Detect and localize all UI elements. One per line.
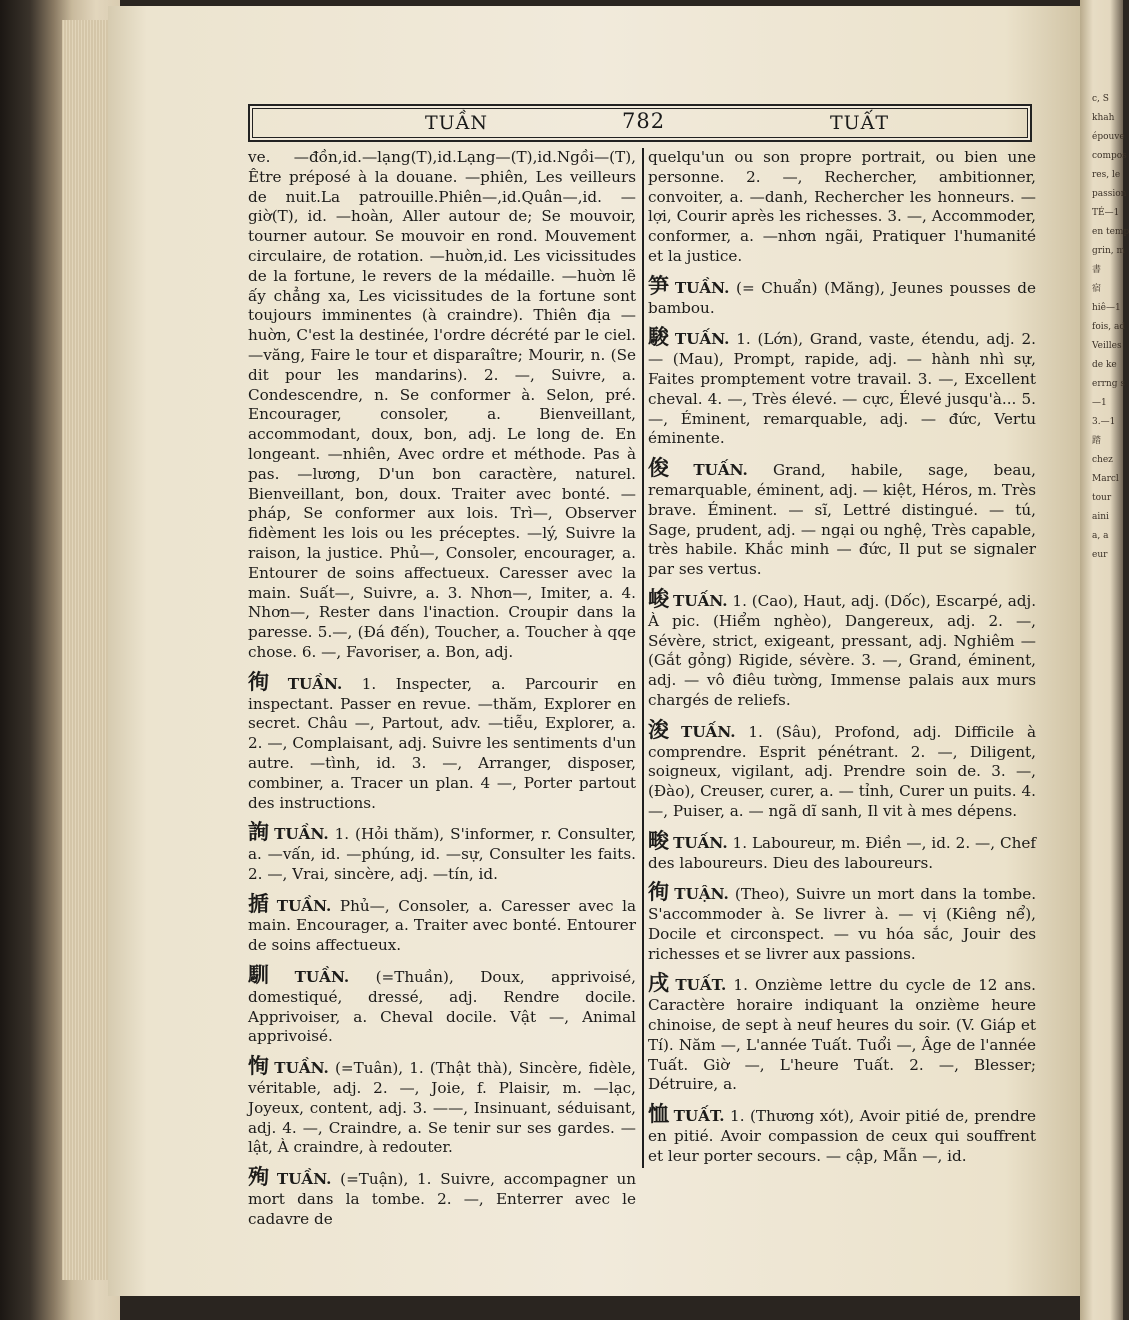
facing-page-fragment: 3.—1	[1092, 417, 1116, 427]
facing-page-fragment: compos	[1092, 151, 1127, 161]
entry-paragraph	[648, 716, 1036, 822]
dictionary-entry	[648, 148, 1036, 267]
entry-headword: TUẤN.	[693, 461, 748, 480]
entry-paragraph	[648, 879, 1037, 964]
facing-page-fragment: de ke	[1092, 360, 1117, 370]
facing-page-fragment: tour	[1092, 493, 1112, 503]
entry-character: 笋	[648, 272, 671, 298]
entry-definition: (Theo), Suivre un mort dans la tombe. S'accommoder à. Se livrer à. — vị (Kiêng nể), Docile et circonspect. — vu hóa sắc, Jouir des richesses et se livrer aux passions.	[648, 885, 1037, 963]
entry-definition: (= Chuẩn) (Măng), Jeunes pousses de bambou.	[648, 278, 1037, 317]
facing-page-fragment: eur	[1092, 550, 1108, 560]
left-column	[248, 148, 636, 1239]
facing-page-fragment: en temp	[1092, 227, 1129, 237]
entry-character: 俊	[648, 455, 690, 481]
entry-paragraph	[648, 148, 1036, 267]
entry-character: 戌	[648, 970, 672, 996]
entry-character: 畯	[648, 827, 670, 853]
entry-headword: TUẦN.	[276, 1170, 332, 1189]
entry-definition: (=Tuận), 1. Suivre, accompagner un mort dans la tombe. 2. —, Enterrer avec le cadavre de	[248, 1170, 637, 1228]
entry-character: 徇	[248, 668, 284, 694]
entry-paragraph	[248, 668, 636, 814]
entry-headword: TUẦN.	[274, 825, 329, 844]
entry-paragraph	[648, 272, 1037, 319]
facing-page-fragment: hiê—1	[1092, 303, 1121, 313]
entry-paragraph	[248, 962, 636, 1047]
entry-headword: TUẤT.	[673, 1107, 725, 1126]
entry-paragraph	[248, 1053, 637, 1158]
facing-page-fragment: fois, ad	[1092, 322, 1126, 332]
facing-page-edge	[1080, 0, 1129, 1320]
facing-page-fragment: khah	[1092, 113, 1115, 123]
entry-character: 詢	[248, 819, 271, 845]
entry-headword: TUẤN.	[673, 591, 728, 610]
entry-definition: 1. (Lớn), Grand, vaste, étendu, adj. 2. — (Mau), Prompt, rapide, adj. — hành nhì sự, Faites promptement votre travail. 3. —, Excellent cheval. 4. —, Très élevé. — cực, Élevé jusqu'à... 5. —, Éminent, remarquable, adj. — đức, Vertu éminente.	[648, 330, 1036, 448]
entry-definition: 1. (Hỏi thăm), S'informer, r. Consulter, a. —vấn, id. —phúng, id. —sự, Consulter les faits. 2. —, Vrai, sincère, adj. —tín, id.	[248, 825, 637, 883]
entry-definition: quelqu'un ou son propre portrait, ou bien une personne. 2. —, Rechercher, ambitionner, convoiter, a. —danh, Rechercher les honneurs. —lợi, Courir après les richesses. 3. —, Accommoder, conformer, a. —nhơn ngãi, Pratiquer l'humanité et la justice.	[648, 148, 1036, 265]
entry-definition: 1. Inspecter, a. Parcourir en inspectant. Passer en revue. —thăm, Explorer en secret. Châu —, Partout, adv. —tiễu, Explorer, a. 2. —, Complaisant, adj. Suivre les sentiments d'un autre. —tình, id. 3. —, Arranger, disposer, combiner, a. Tracer un plan. 4 —, Porter partout des instructions.	[248, 674, 636, 812]
entry-character: 浚	[648, 716, 678, 742]
entry-character: 峻	[648, 585, 670, 611]
entry-character: 恂	[248, 1053, 271, 1079]
dictionary-entry	[248, 1053, 637, 1158]
facing-page-fragment: res, le	[1092, 170, 1121, 180]
dictionary-entry	[648, 970, 1037, 1095]
entry-headword: TUẦN.	[287, 674, 343, 693]
dictionary-entry	[648, 1101, 1037, 1166]
facing-page-fragment: grin, m	[1092, 246, 1125, 256]
dictionary-entry	[648, 585, 1037, 711]
dictionary-entry	[648, 879, 1037, 964]
entry-paragraph	[248, 819, 637, 884]
entry-paragraph	[248, 1164, 637, 1229]
facing-page-fragment: épouve	[1092, 132, 1125, 142]
facing-page-fragment: errng s	[1092, 379, 1125, 389]
header-right-word: TUẤT	[830, 112, 890, 134]
dictionary-entry	[648, 455, 1037, 580]
facing-page-text	[1080, 0, 1129, 565]
dictionary-entry	[648, 272, 1037, 319]
entry-definition: 1. Onzième lettre du cycle de 12 ans. Caractère horaire indiquant la onzième heure chinoise, de sept à neuf heures du soir. (V. Giáp et Tí). Năm —, L'année Tuất. Tuổi —, Âge de l'année Tuất. Giờ —, L'heure Tuất. 2. —, Blesser; Détruire, a.	[648, 976, 1037, 1094]
entry-headword: TUẤN.	[673, 833, 728, 852]
dictionary-entry	[248, 890, 637, 956]
entry-character: 恤	[648, 1101, 670, 1127]
entry-definition: (=Tuân), 1. (Thật thà), Sincère, fidèle, véritable, adj. 2. —, Joie, f. Plaisir, m. —lạc, Joyeux, content, adj. 3. ——, Insinuant, séduisant, adj. 4. —, Craindre, a. Se tenir sur ses gardes. —lật, À craindre, à redouter.	[248, 1059, 637, 1157]
dictionary-entry	[248, 1164, 637, 1229]
facing-page-fragment: aini	[1092, 512, 1109, 522]
entry-definition: 1. (Cao), Haut, adj. (Dốc), Escarpé, adj. À pic. (Hiểm nghèo), Dangereux, adj. 2. —, Sévère, strict, exigeant, pressant, adj. Nghiêm — (Gắt gỏng) Rigide, sévère. 3. —, Grand, éminent, adj. — vô điêu tường, Immense palais aux murs chargés de reliefs.	[648, 591, 1037, 709]
facing-page-fragment: Marcl	[1092, 474, 1119, 484]
entry-character: 徇	[648, 879, 671, 905]
entry-character: 駿	[648, 324, 671, 350]
facing-page-fragment: passion	[1092, 189, 1127, 199]
dictionary-entry	[648, 324, 1036, 449]
entry-definition: Phủ—, Consoler, a. Caresser avec la main. Encourager, a. Traiter avec bonté. Entourer de soins affectueux.	[248, 896, 637, 955]
entry-paragraph	[248, 148, 636, 663]
page-number: 782	[622, 109, 666, 133]
facing-page-fragment: Veilles	[1092, 341, 1122, 351]
facing-page-fragment: TÉ—1	[1092, 208, 1120, 218]
page-header	[248, 104, 1032, 142]
entry-paragraph	[648, 324, 1036, 449]
right-column	[648, 148, 1036, 1176]
entry-headword: TUẦN.	[294, 968, 350, 987]
entry-headword: TUẬN.	[674, 885, 729, 904]
facing-page-fragment: —1	[1092, 398, 1107, 408]
entry-headword: TUẤN.	[674, 330, 730, 349]
entry-definition: 1. Laboureur, m. Điền —, id. 2. —, Chef des laboureurs. Dieu des laboureurs.	[648, 833, 1037, 872]
facing-page-fragment: c, S	[1092, 94, 1109, 104]
entry-character: 馴	[248, 962, 291, 988]
entry-paragraph	[648, 970, 1037, 1095]
header-left-word: TUẦN	[425, 112, 489, 134]
entry-paragraph	[648, 455, 1037, 580]
dictionary-entry	[648, 716, 1036, 822]
column-divider	[642, 148, 644, 1168]
entry-character: 殉	[248, 1164, 273, 1190]
entry-definition: ve. —đồn,id.—lạng(T),id.Lạng—(T),id.Ngồi—(T), Être préposé à la douane. —phiên, Les veilleurs de nuit.La patrouille.Phiên—,id.Quân—,id. —giờ(T), id. —hoàn, Aller autour de; Se mouvoir, tourner autour. Se mouvoir en rond. Mouvement circulaire, de rotation. —huờn,id. Les vicissitudes de la fortune, le revers de la médaille. —huờn lẽ ấy chẳng xa, Les vicissitudes de la fortune sont toujours imminentes (à craindre). Thiên địa —huờn, C'est la destinée, l'ordre décrété par le ciel. —văng, Faire le tour et disparaître; Mourir, n. (Se dit pour les mandarins). 2. —, Suivre, a. Condescendre, n. Se conformer à. Selon, pré. Encourager, consoler, a. Bienveillant, accommodant, doux, bon, adj. Le long de. En longeant. —nhiên, Avec ordre et méthode. Pas à pas. —lương, D'un bon caractère, naturel. Bienveillant, bon, doux. Traiter avec bonté. —pháp, Se conformer aux lois. Trì—, Observer fidèment les lois ou les préceptes. —lý, Suivre la raison, la justice. Phủ—, Consoler, encourager, a. Entourer de soins affectueux. Caresser avec la main. Suất—, Suivre, a. 3. Nhơn—, Imiter, a. 4. Nhơn—, Rester dans l'inaction. Croupir dans la paresse. 5.—, (Đá đến), Toucher, a. Toucher à qqe chose. 6. —, Favoriser, a. Bon, adj.	[248, 148, 636, 661]
entry-paragraph	[648, 585, 1037, 711]
dictionary-entry	[248, 819, 637, 884]
facing-page-fragment: 書	[1092, 265, 1102, 275]
entry-paragraph	[248, 890, 637, 956]
entry-headword: TUẤT.	[675, 976, 727, 995]
dictionary-entry	[648, 827, 1037, 874]
dictionary-entry	[248, 668, 636, 814]
facing-page-fragment: 宿	[1092, 284, 1102, 294]
entry-character: 揗	[248, 890, 273, 916]
entry-paragraph	[648, 827, 1037, 874]
facing-page-fragment: 踏	[1092, 436, 1102, 446]
facing-page-fragment: a, a	[1092, 531, 1109, 541]
entry-definition: Grand, habile, sage, beau, remarquable, éminent, adj. — kiệt, Héros, m. Très brave. Éminent. — sĩ, Lettré distingué. — tú, Sage, prudent, adj. — ngại ou nghệ, Très capable, très habile. Khắc minh — đức, Il put se signaler par ses vertus.	[648, 461, 1037, 579]
entry-headword: TUẦN.	[276, 896, 332, 915]
dictionary-entry	[248, 148, 636, 663]
entry-definition: 1. (Sâu), Profond, adj. Difficile à comprendre. Esprit pénétrant. 2. —, Diligent, soigneux, vigilant, adj. Prendre soin de. 3. —, (Đào), Creuser, curer, a. — tỉnh, Curer un puits. 4. —, Puiser, a. — ngã dĩ sanh, Il vit à mes dépens.	[648, 722, 1036, 820]
entry-definition: 1. (Thương xót), Avoir pitié de, prendre en pitié. Avoir compassion de ceux qui souffrent et leur porter secours. — cập, Mẫn —, id.	[648, 1107, 1037, 1165]
facing-page-fragment: chez	[1092, 455, 1113, 465]
entry-headword: TUẦN.	[674, 278, 730, 297]
entry-headword: TUẦN.	[274, 1059, 329, 1078]
entry-paragraph	[648, 1101, 1037, 1166]
dictionary-entry	[248, 962, 636, 1047]
entry-headword: TUẤN.	[681, 722, 736, 741]
entry-definition: (=Thuần), Doux, apprivoisé, domestiqué, dressé, adj. Rendre docile. Apprivoiser, a. Cheval docile. Vật —, Animal apprivoisé.	[248, 968, 636, 1046]
